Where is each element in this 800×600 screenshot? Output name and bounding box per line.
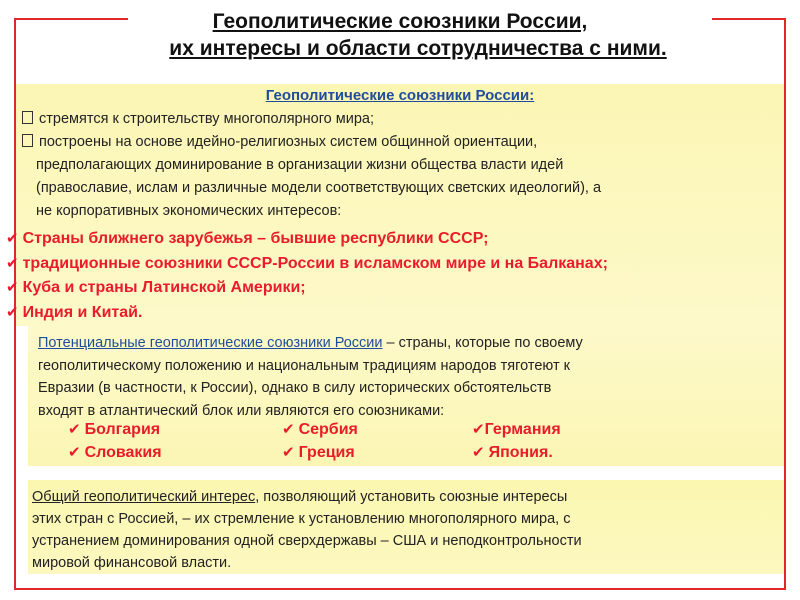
allies-list — [6, 227, 608, 325]
title-line-2: их интересы и области сотрудничества с ними. — [169, 37, 667, 60]
potential-line-1: Потенциальные геополитические союзники России – страны, которые по своему — [38, 335, 583, 351]
title-line-1: Геополитические союзники России, — [212, 10, 588, 33]
checkmark-icon: ✔ — [6, 254, 19, 272]
checkmark-icon: ✔ — [6, 230, 19, 247]
allies-continuation — [36, 154, 781, 223]
list-item: ✔ Индия и Китай. — [6, 303, 143, 321]
common-term: Общий геополитический интерес — [32, 489, 256, 505]
list-item: ✔ традиционные союзники СССР-России в исламском мире и на Балканах; — [6, 254, 608, 272]
checkmark-icon: ✔ — [6, 279, 19, 296]
continuation-line: предполагающих доминирование в организации жизни общества власти идей — [36, 157, 564, 173]
frame-bottom — [14, 588, 786, 590]
country-slovakia: ✔ Словакия — [68, 444, 162, 461]
common-line-1: Общий геополитический интерес, позволяющий установить союзные интересы — [32, 489, 568, 505]
continuation-line: (православие, ислам и различные модели соответствующих светских идеологий), а — [36, 180, 602, 196]
common-interest-text — [32, 486, 784, 574]
allies-bullet-2: построены на основе идейно-религиозных систем общинной ориентации, — [22, 131, 537, 154]
frame-right — [784, 18, 786, 590]
country-greece: ✔ Греция — [282, 444, 355, 461]
square-bullet-icon — [22, 111, 33, 124]
country-japan: ✔ Япония. — [472, 444, 553, 461]
checkmark-icon: ✔ — [68, 444, 81, 461]
potential-term: Потенциальные геополитические союзники России — [38, 335, 383, 351]
potential-line: геополитическому положению и национальным традициям народов тяготеют к — [38, 357, 570, 374]
square-bullet-icon — [22, 134, 33, 147]
checkmark-icon: ✔ — [6, 303, 19, 321]
checkmark-icon: ✔ — [472, 421, 485, 438]
allies-heading: Геополитические союзники России: — [265, 87, 535, 104]
slide-title — [0, 8, 800, 62]
country-serbia: ✔ Сербия — [282, 421, 358, 438]
country-bulgaria: ✔ Болгария — [68, 421, 161, 438]
common-line: устранением доминирования одной сверхдержавы – США и неподконтрольности — [32, 533, 582, 549]
country-germany: ✔Германия — [472, 421, 561, 438]
checkmark-icon: ✔ — [282, 421, 295, 438]
checkmark-icon: ✔ — [282, 444, 295, 461]
list-item: ✔ Куба и страны Латинской Америки; — [6, 279, 306, 296]
checkmark-icon: ✔ — [472, 444, 485, 461]
potential-text — [38, 332, 778, 422]
continuation-line: не корпоративных экономических интересов: — [36, 203, 342, 219]
allies-bullet-1: стремятся к строительству многополярного мира; — [22, 108, 374, 131]
common-line: мировой финансовой власти. — [32, 555, 232, 571]
checkmark-icon: ✔ — [68, 421, 81, 438]
common-line: этих стран с Россией, – их стремление к установлению многополярного мира, с — [32, 511, 571, 527]
list-item: ✔ Страны ближнего зарубежья – бывшие республики СССР; — [6, 230, 489, 247]
potential-line: Евразии (в частности, к России), однако в силу исторических обстоятельств — [38, 380, 552, 396]
potential-line: входят в атлантический блок или являются его союзниками: — [38, 402, 445, 419]
